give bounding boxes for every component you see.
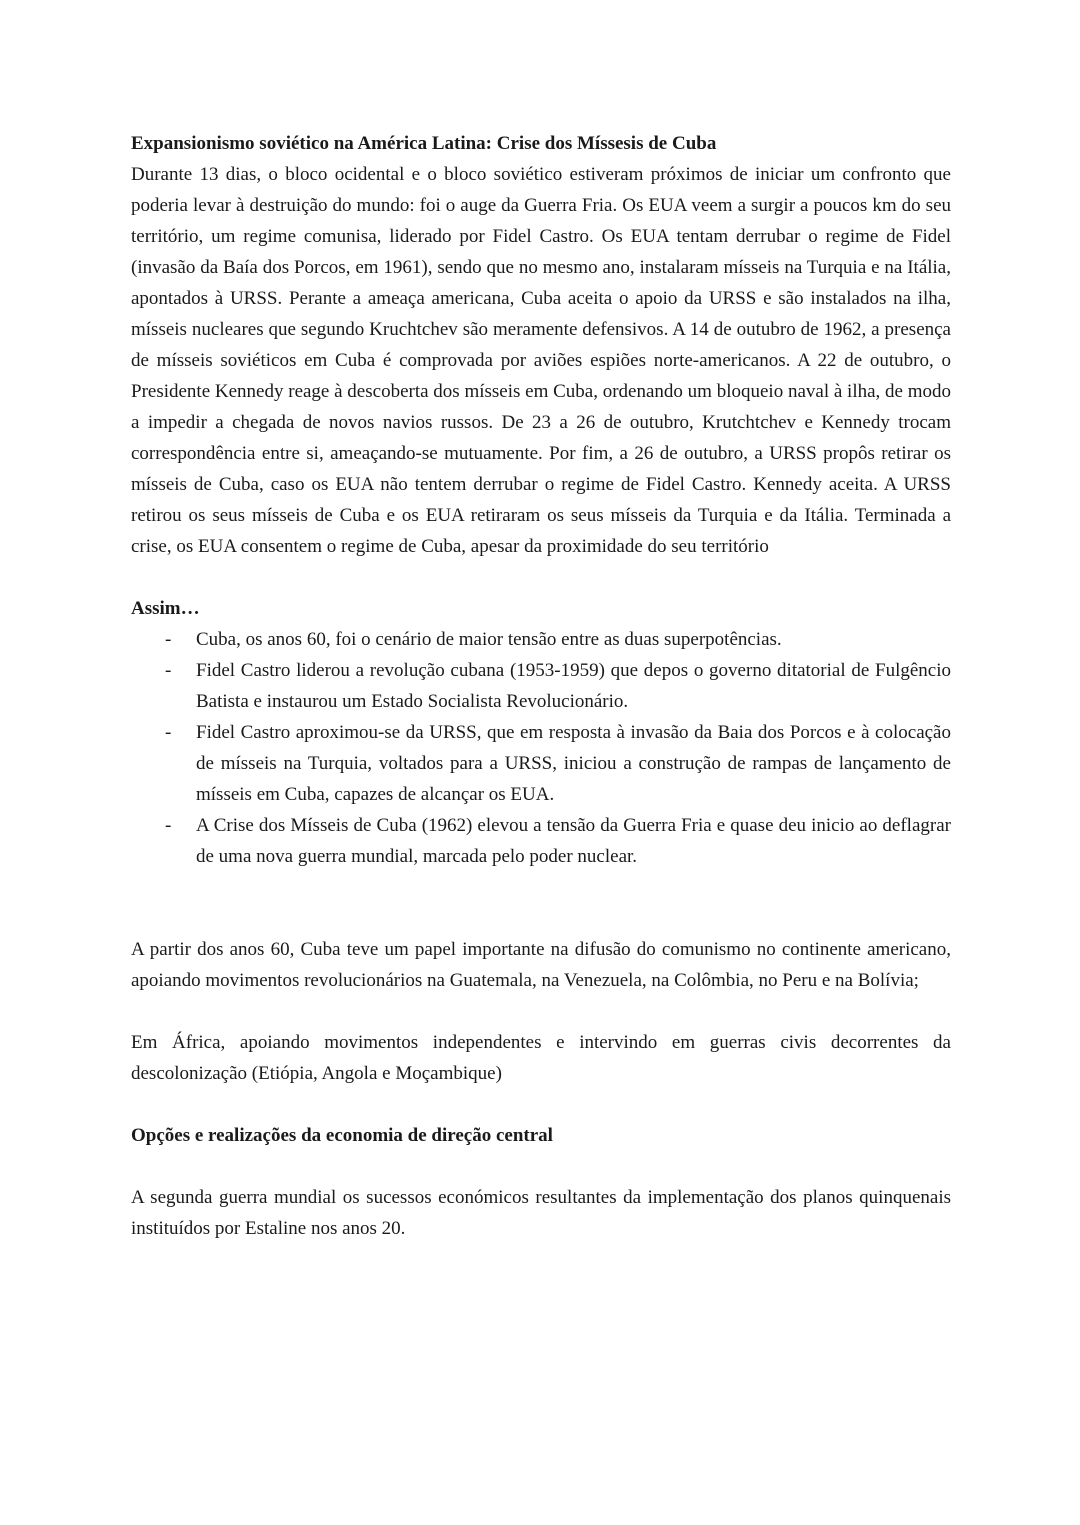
- paragraph-cuba-crisis: Durante 13 dias, o bloco ocidental e o bloco soviético estiveram próximos de iniciar um confronto que poderia levar à destruição do mundo: foi o auge da Guerra Fria. Os EUA veem a surgir a poucos km do seu território, um regime comunisa, liderado por Fidel Castro. Os EUA tentam derrubar o regime de Fidel (invasão da Baía dos Porcos, em 1961), sendo que no mesmo ano, instalaram mísseis na Turquia e na Itália, apontados à URSS. Perante a ameaça americana, Cuba aceita o apoio da URSS e são instalados na ilha, mísseis nucleares que segundo Kruchtchev são meramente defensivos. A 14 de outubro de 1962, a presença de mísseis soviéticos em Cuba é comprovada por aviões espiões norte-americanos. A 22 de outubro, o Presidente Kennedy reage à descoberta dos mísseis em Cuba, ordenando um bloqueio naval à ilha, de modo a impedir a chegada de novos navios russos. De 23 a 26 de outubro, Krutchtchev e Kennedy trocam correspondência entre si, ameaçando-se mutuamente. Por fim, a 26 de outubro, a URSS propôs retirar os mísseis de Cuba, caso os EUA não tentem derrubar o regime de Fidel Castro. Kennedy aceita. A URSS retirou os seus mísseis de Cuba e os EUA retiraram os seus mísseis da Turquia e da Itália. Terminada a crise, os EUA consentem o regime de Cuba, apesar da proximidade do seu território: [131, 164, 951, 557]
- dash-bullet-icon: -: [165, 722, 172, 743]
- spacer: [131, 562, 951, 593]
- list-item-text: Cuba, os anos 60, foi o cenário de maior tensão entre as duas superpotências.: [196, 629, 782, 650]
- paragraph-economy: A segunda guerra mundial os sucessos económicos resultantes da implementação dos planos quinquenais instituídos por Estaline nos anos 20.: [131, 1187, 951, 1239]
- paragraph-africa: Em África, apoiando movimentos independentes e intervindo em guerras civis decorrentes da descolonização (Etiópia, Angola e Moçambique): [131, 1032, 951, 1084]
- spacer: [131, 872, 951, 934]
- spacer: [131, 1151, 951, 1182]
- list-item-text: Fidel Castro liderou a revolução cubana (1953-1959) que depos o governo ditatorial de Fulgêncio Batista e instaurou um Estado Socialista Revolucionário.: [196, 660, 951, 712]
- summary-list: [131, 624, 951, 872]
- spacer: [131, 1089, 951, 1120]
- page-content: [131, 128, 951, 1244]
- dash-bullet-icon: -: [165, 815, 172, 836]
- list-item-text: A Crise dos Mísseis de Cuba (1962) elevou a tensão da Guerra Fria e quase deu inicio ao deflagrar de uma nova guerra mundial, marcada pelo poder nuclear.: [196, 815, 951, 867]
- list-item: [131, 810, 951, 872]
- list-item: [131, 624, 951, 655]
- list-item: [131, 717, 951, 810]
- paragraph-americas: A partir dos anos 60, Cuba teve um papel importante na difusão do comunismo no continente americano, apoiando movimentos revolucionários na Guatemala, na Venezuela, na Colômbia, no Peru e na Bolívia;: [131, 939, 951, 991]
- spacer: [131, 996, 951, 1027]
- list-item-text: Fidel Castro aproximou-se da URSS, que em resposta à invasão da Baia dos Porcos e à colocação de mísseis na Turquia, voltados para a URSS, iniciou a construção de rampas de lançamento de mísseis em Cuba, capazes de alcançar os EUA.: [196, 722, 951, 805]
- section-heading-cuba-crisis: Expansionismo soviético na América Latina: Crise dos Míssesis de Cuba: [131, 133, 717, 154]
- dash-bullet-icon: -: [165, 629, 172, 650]
- dash-bullet-icon: -: [165, 660, 172, 681]
- summary-heading: Assim…: [131, 598, 200, 619]
- section-heading-economy: Opções e realizações da economia de direção central: [131, 1125, 553, 1146]
- list-item: [131, 655, 951, 717]
